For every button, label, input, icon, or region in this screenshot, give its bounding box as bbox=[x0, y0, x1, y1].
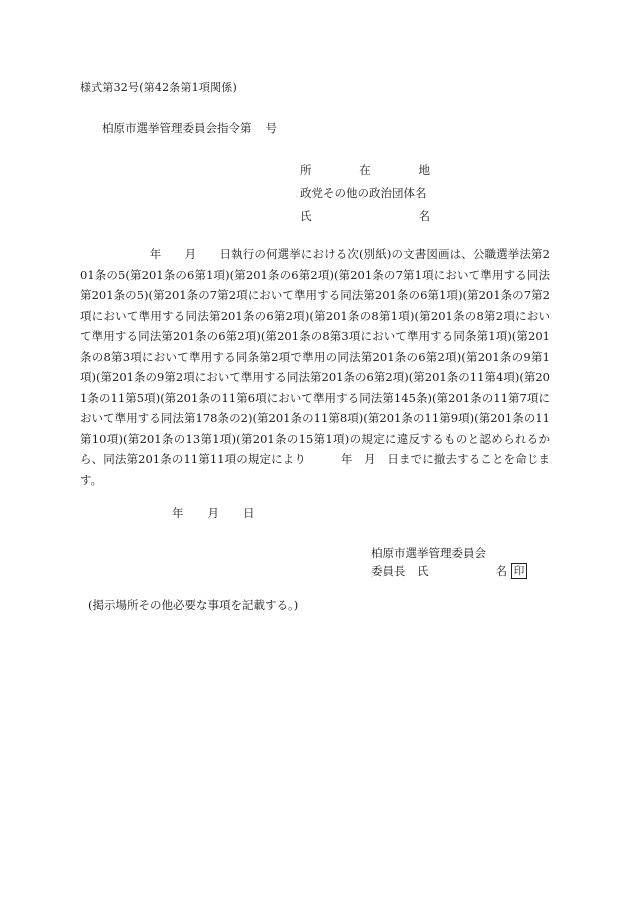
name-label-char: 名 bbox=[418, 209, 430, 223]
date-day: 日 bbox=[243, 506, 255, 520]
chairman-label: 委員長 氏 bbox=[371, 564, 429, 578]
footnote: (掲示場所その他必要な事項を記載する。) bbox=[88, 598, 299, 612]
chairman-line bbox=[371, 563, 527, 579]
date-month: 月 bbox=[207, 506, 219, 520]
issue-date bbox=[172, 505, 255, 521]
body-line: 1条の11第5項)(第201条の11第6項において準用する同法第145条)(第201条の11第7項に bbox=[80, 390, 550, 405]
name-label bbox=[300, 208, 430, 224]
order-number-suffix: 号 bbox=[265, 121, 277, 135]
body-line: て準用する同法第201条の6第2項)(第201条の8第3項において準用する同条第1項)(第201 bbox=[80, 329, 550, 343]
party-label: 政党その他の政治団体名 bbox=[300, 186, 427, 200]
issuer-committee: 柏原市選挙管理委員会 bbox=[371, 546, 486, 560]
order-body bbox=[80, 244, 550, 490]
body-line: ら、同法第201条の11第11項の規定により 年 月 日までに撤去することを命じま bbox=[80, 452, 550, 466]
chairman-name-suffix: 名 bbox=[495, 564, 507, 578]
name-label-char: 氏 bbox=[300, 209, 312, 223]
body-line: 項)(第201条の9第2項において準用する同法第201条の6第2項)(第201条の11第4項)(第20 bbox=[80, 370, 550, 384]
address-label-char: 所 bbox=[300, 163, 312, 177]
address-label bbox=[300, 162, 430, 178]
order-number bbox=[102, 120, 277, 136]
body-line: 第201条の5)(第201条の7第2項において準用する同法第201条の6第1項)(第201条の7第2 bbox=[80, 288, 550, 302]
body-line: 01条の5(第201条の6第1項)(第201条の6第2項)(第201条の7第1項において準用する同法 bbox=[80, 267, 550, 282]
date-year: 年 bbox=[172, 506, 184, 520]
body-line: おいて準用する同法第178条の2)(第201条の11第8項)(第201条の11第9項)(第201条の11 bbox=[80, 411, 550, 425]
body-line: 年 月 日執行の何選挙における次(別紙)の文書図画は、公職選挙法第2 bbox=[80, 247, 550, 261]
address-label-char: 在 bbox=[359, 163, 371, 177]
body-line: 項において準用する同法第201条の6第2項)(第201条の8第1項)(第201条の8第2項におい bbox=[80, 308, 550, 323]
body-line: す。 bbox=[80, 472, 103, 487]
form-number: 様式第32号(第42条第1項関係) bbox=[80, 81, 237, 94]
address-label-char: 地 bbox=[418, 163, 430, 177]
seal-stamp: 印 bbox=[511, 563, 527, 579]
order-number-prefix: 柏原市選挙管理委員会指令第 bbox=[102, 121, 252, 135]
body-line: 条の8第3項において準用する同条第2項で準用の同法第201条の6第2項)(第201条の9第1 bbox=[80, 349, 550, 364]
body-line: 第10項)(第201条の13第1項)(第201条の15第1項)の規定に違反するものと認められるか bbox=[80, 431, 550, 446]
